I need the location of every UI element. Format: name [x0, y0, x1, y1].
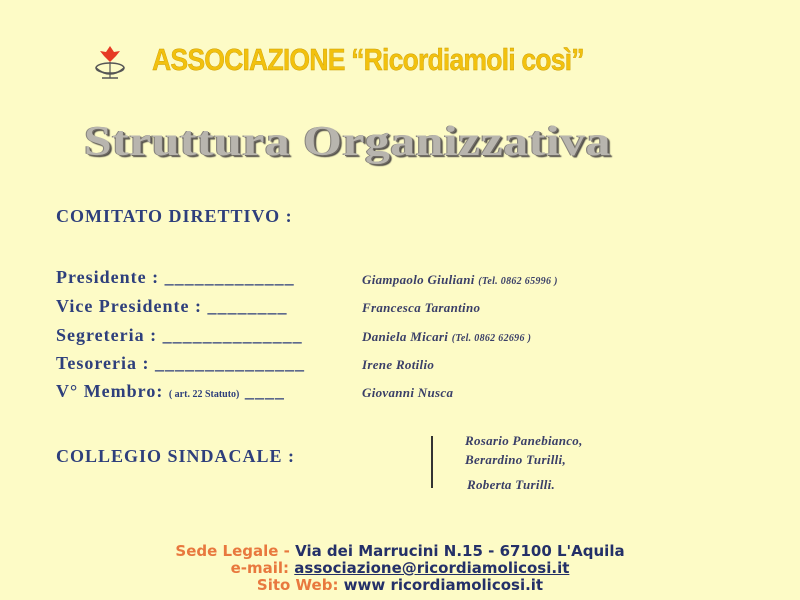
- comitato-heading: COMITATO DIRETTIVO :: [56, 206, 293, 226]
- footer-email: [0, 559, 800, 577]
- role-label: Presidente :: [56, 267, 165, 287]
- member-name-text: Daniela Micari: [362, 329, 449, 344]
- collegio-member: Roberta Turilli.: [467, 477, 556, 492]
- member-name: Giovanni Nusca: [362, 385, 454, 400]
- blank-line: _______________: [155, 353, 305, 373]
- sede-value: Via dei Marrucini N.15 - 67100 L'Aquila: [289, 542, 625, 560]
- role-row: [56, 381, 285, 402]
- sede-label: Sede Legale -: [175, 542, 290, 560]
- collegio-heading: COLLEGIO SINDACALE :: [56, 446, 296, 466]
- email-label: e-mail:: [230, 559, 290, 577]
- collegio-member: Berardino Turilli,: [465, 452, 566, 467]
- blank-line: ________: [207, 296, 288, 316]
- email-link[interactable]: associazione@ricordiamolicosi.it: [294, 559, 570, 577]
- member-name: Francesca Tarantino: [362, 300, 481, 315]
- member-phone: (Tel. 0862 65996 ): [478, 276, 558, 287]
- blank-line: _____________: [164, 267, 295, 287]
- role-row: [56, 267, 295, 288]
- blank-line: ______________: [162, 325, 303, 345]
- role-label: Vice Presidente :: [56, 296, 208, 316]
- statute-note: ( art. 22 Statuto): [168, 389, 240, 400]
- footer-address: [0, 542, 800, 560]
- role-label: Tesoreria :: [56, 353, 155, 373]
- member-name: [362, 329, 531, 345]
- member-name: [362, 272, 558, 288]
- association-logo-icon: [88, 44, 132, 86]
- role-label: V° Membro:: [56, 381, 169, 401]
- association-title: ASSOCIAZIONE “Ricordiamoli così”: [152, 42, 584, 77]
- page-heading: Struttura Organizzativa: [84, 119, 611, 165]
- member-phone: (Tel. 0862 62696 ): [451, 333, 532, 344]
- member-name-text: Giampaolo Giuliani: [362, 272, 475, 287]
- footer-website: [0, 576, 800, 594]
- web-link[interactable]: www ricordiamolicosi.it: [338, 576, 544, 594]
- web-label: Sito Web:: [256, 576, 339, 594]
- role-row: [56, 353, 305, 374]
- role-row: [56, 296, 287, 317]
- role-row: [56, 325, 303, 346]
- vertical-divider: [431, 436, 433, 488]
- blank-line: ____: [244, 381, 285, 401]
- member-name: Irene Rotilio: [362, 357, 435, 372]
- role-label: Segreteria :: [56, 325, 163, 345]
- collegio-member: Rosario Panebianco,: [465, 433, 583, 448]
